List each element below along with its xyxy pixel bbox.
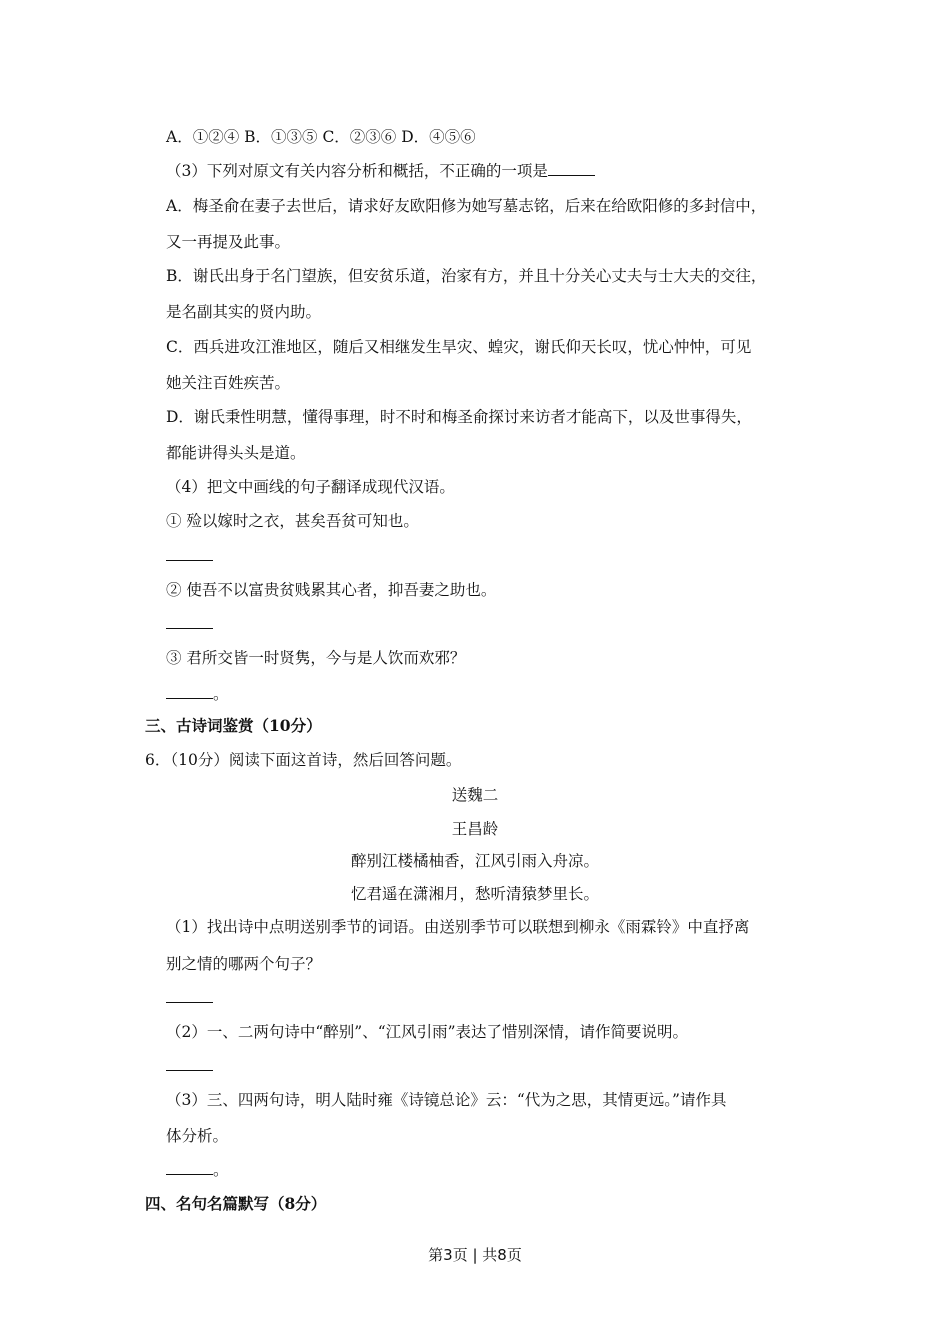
- answer-blank-line: [166, 684, 229, 704]
- q5-option-a-line2: 又一再提及此事。: [166, 233, 291, 251]
- answer-blank-line: [166, 546, 213, 566]
- q5-sub3-line: [166, 161, 595, 181]
- answer-blank-line: [166, 1160, 229, 1180]
- q5-option-b-line1: B．谢氏出身于名门望族，但安贫乐道，治家有方，并且十分关心丈夫与士大夫的交往，: [166, 267, 767, 285]
- answer-blank: [166, 684, 213, 699]
- q6-sub3-line2: 体分析。: [166, 1127, 229, 1145]
- period: 。: [213, 1161, 229, 1179]
- q5-sub4-prompt: （4）把文中画线的句子翻译成现代汉语。: [166, 478, 455, 496]
- q5-option-b-line2: 是名副其实的贤内助。: [166, 303, 322, 321]
- answer-blank-line: [166, 1056, 213, 1076]
- q6-sub1-line1: （1）找出诗中点明送别季节的词语。由送别季节可以联想到柳永《雨霖铃》中直抒离: [166, 918, 750, 936]
- answer-blank: [166, 546, 213, 561]
- q5-option-d-line2: 都能讲得头头是道。: [166, 444, 306, 462]
- translate-sentence-2: ② 使吾不以富贵贫贱累其心者，抑吾妻之助也。: [166, 581, 497, 599]
- answer-blank: [166, 1056, 213, 1071]
- period: 。: [213, 685, 229, 703]
- poem-line-2: 忆君遥在潇湘月，愁听清猿梦里长。: [350, 885, 599, 903]
- translate-sentence-3: ③ 君所交皆一时贤隽，今与是人饮而欢邪？: [166, 649, 466, 667]
- q6-intro: 6．（10分）阅读下面这首诗，然后回答问题。: [145, 751, 462, 769]
- poem-author: 王昌龄: [451, 820, 499, 838]
- poem-title: 送魏二: [451, 786, 499, 804]
- answer-blank: [166, 614, 213, 629]
- q5-sub3-prompt: （3）下列对原文有关内容分析和概括，不正确的一项是: [166, 162, 548, 180]
- page-footer: 第3页 | 共8页: [428, 1246, 522, 1264]
- section-4-heading: 四、名句名篇默写（8分）: [145, 1194, 327, 1213]
- q5-option-c-line1: C．西兵进攻江淮地区，随后又相继发生旱灾、蝗灾，谢氏仰天长叹，忧心忡忡，可见: [166, 338, 752, 356]
- q5-options-line: A．①②④ B．①③⑤ C．②③⑥ D．④⑤⑥: [166, 128, 476, 146]
- q5-option-a-line1: A．梅圣俞在妻子去世后，请求好友欧阳修为她写墓志铭，后来在给欧阳修的多封信中，: [166, 197, 767, 215]
- answer-blank-line: [166, 614, 213, 634]
- q6-sub2: （2）一、二两句诗中“醉别”、“江风引雨”表达了惜别深情，请作简要说明。: [166, 1023, 689, 1041]
- answer-blank-line: [166, 988, 213, 1008]
- poem-line-1: 醉别江楼橘柚香，江风引雨入舟凉。: [350, 852, 599, 870]
- q5-option-c-line2: 她关注百姓疾苦。: [166, 374, 291, 392]
- q5-option-d-line1: D．谢氏秉性明慧，懂得事理，时不时和梅圣俞探讨来访者才能高下，以及世事得失，: [166, 408, 752, 426]
- q6-sub3-line1: （3）三、四两句诗，明人陆时雍《诗镜总论》云：“代为之思，其情更远。”请作具: [166, 1091, 727, 1109]
- answer-blank: [166, 1160, 213, 1175]
- q6-sub1-line2: 别之情的哪两个句子？: [166, 955, 322, 973]
- answer-blank: [166, 988, 213, 1003]
- section-3-heading: 三、古诗词鉴赏（10分）: [145, 716, 322, 735]
- answer-blank: [548, 161, 595, 176]
- translate-sentence-1: ① 殓以嫁时之衣，甚矣吾贫可知也。: [166, 512, 419, 530]
